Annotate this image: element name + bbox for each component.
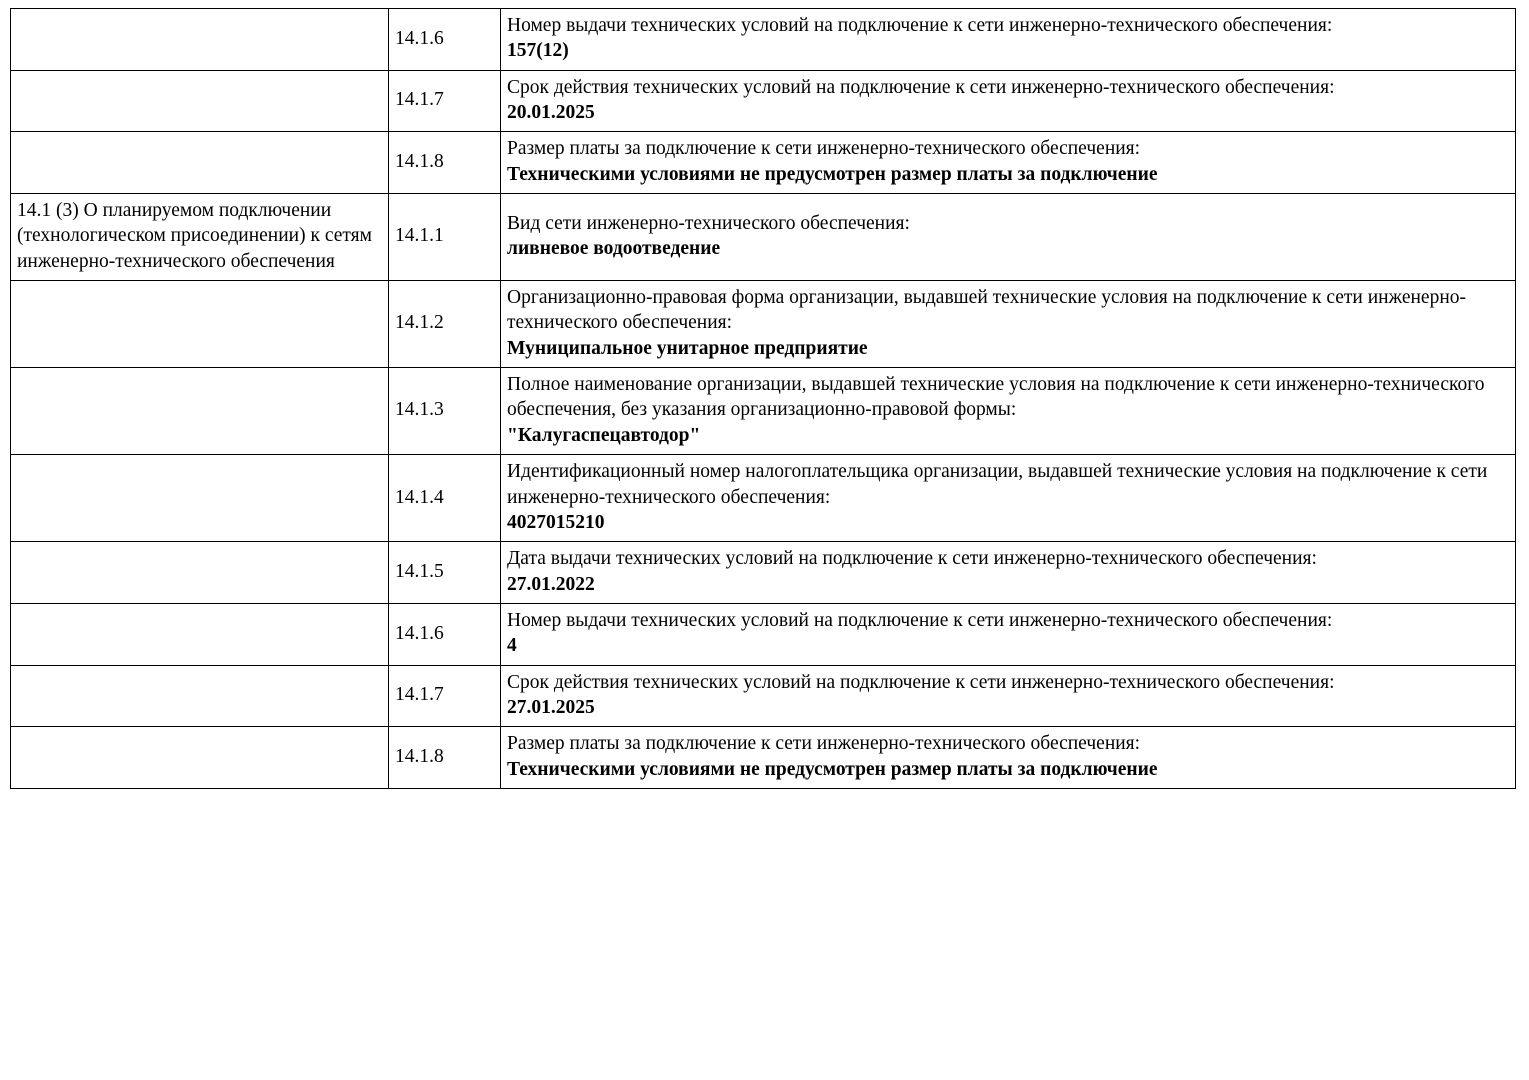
field-value: "Калугаспецавтодор" xyxy=(507,424,701,446)
field-label: Номер выдачи технических условий на подключение к сети инженерно-технического обеспечения: xyxy=(507,15,1333,36)
field-label: Размер платы за подключение к сети инженерно-технического обеспечения: xyxy=(507,733,1141,755)
table-row xyxy=(11,727,1516,789)
field-label: Срок действия технических условий на подключение к сети инженерно-технического обеспечения: xyxy=(507,671,1335,693)
field-value: 157(12) xyxy=(507,40,569,62)
field-value: Техническими условиями не предусмотрен размер платы за подключение xyxy=(507,163,1158,185)
technical-conditions-table xyxy=(10,8,1516,789)
row-content xyxy=(501,727,1516,789)
row-number: 14.1.8 xyxy=(389,132,501,194)
row-content xyxy=(501,455,1516,542)
row-number: 14.1.7 xyxy=(389,70,501,132)
field-value: 4 xyxy=(507,635,517,657)
row-number: 14.1.7 xyxy=(389,665,501,727)
row-number: 14.1.2 xyxy=(389,281,501,368)
row-number: 14.1.4 xyxy=(389,455,501,542)
row-number: 14.1.5 xyxy=(389,542,501,604)
row-content xyxy=(501,132,1516,194)
row-section-label xyxy=(11,132,389,194)
table-row xyxy=(11,603,1516,665)
row-section-label xyxy=(11,665,389,727)
field-label: Вид сети инженерно-технического обеспечения: xyxy=(507,212,910,234)
row-number: 14.1.1 xyxy=(389,194,501,281)
row-number: 14.1.8 xyxy=(389,727,501,789)
table-row xyxy=(11,665,1516,727)
field-value: Муниципальное унитарное предприятие xyxy=(507,337,868,359)
table-row xyxy=(11,9,1516,71)
row-number: 14.1.6 xyxy=(389,603,501,665)
table-row xyxy=(11,368,1516,455)
table-row xyxy=(11,132,1516,194)
table-row xyxy=(11,194,1516,281)
row-section-label xyxy=(11,9,389,71)
table-row xyxy=(11,542,1516,604)
field-value: 20.01.2025 xyxy=(507,102,595,124)
field-label: Размер платы за подключение к сети инженерно-технического обеспечения: xyxy=(507,138,1141,160)
table-row xyxy=(11,70,1516,132)
row-number: 14.1.6 xyxy=(389,9,501,71)
row-content xyxy=(501,368,1516,455)
row-section-label xyxy=(11,727,389,789)
field-value: 27.01.2025 xyxy=(507,696,595,718)
row-content xyxy=(501,70,1516,132)
row-section-label: 14.1 (3) О планируемом подключении (технологическом присоединении) к сетям инженерно-технического обеспечения xyxy=(11,194,389,281)
field-label: Дата выдачи технических условий на подключение к сети инженерно-технического обеспечения: xyxy=(507,548,1317,570)
row-section-label xyxy=(11,542,389,604)
row-section-label xyxy=(11,281,389,368)
table-body xyxy=(11,9,1516,789)
table-row xyxy=(11,455,1516,542)
table-row xyxy=(11,281,1516,368)
row-section-label xyxy=(11,70,389,132)
field-value: Техническими условиями не предусмотрен размер платы за подключение xyxy=(507,758,1158,780)
row-content xyxy=(501,281,1516,368)
field-label: Идентификационный номер налогоплательщика организации, выдавшей технические условия на подключение к сети инженерно-технического обеспечения: xyxy=(507,461,1488,508)
row-number: 14.1.3 xyxy=(389,368,501,455)
row-section-label xyxy=(11,368,389,455)
row-content xyxy=(501,603,1516,665)
field-value: 27.01.2022 xyxy=(507,573,595,595)
row-content xyxy=(501,542,1516,604)
row-content xyxy=(501,665,1516,727)
field-label: Срок действия технических условий на подключение к сети инженерно-технического обеспечения: xyxy=(507,76,1335,98)
field-label: Номер выдачи технических условий на подключение к сети инженерно-технического обеспечения: xyxy=(507,609,1333,631)
field-label: Организационно-правовая форма организации, выдавшей технические условия на подключение к сети инженерно-технического обеспечения: xyxy=(507,287,1467,334)
row-section-label xyxy=(11,603,389,665)
row-section-label xyxy=(11,455,389,542)
row-content xyxy=(501,194,1516,281)
field-value: ливневое водоотведение xyxy=(507,238,721,260)
row-content xyxy=(501,9,1516,71)
field-label: Полное наименование организации, выдавшей технические условия на подключение к сети инженерно-технического обеспечения, без указания организационно-правовой формы: xyxy=(507,374,1485,421)
field-value: 4027015210 xyxy=(507,511,605,533)
